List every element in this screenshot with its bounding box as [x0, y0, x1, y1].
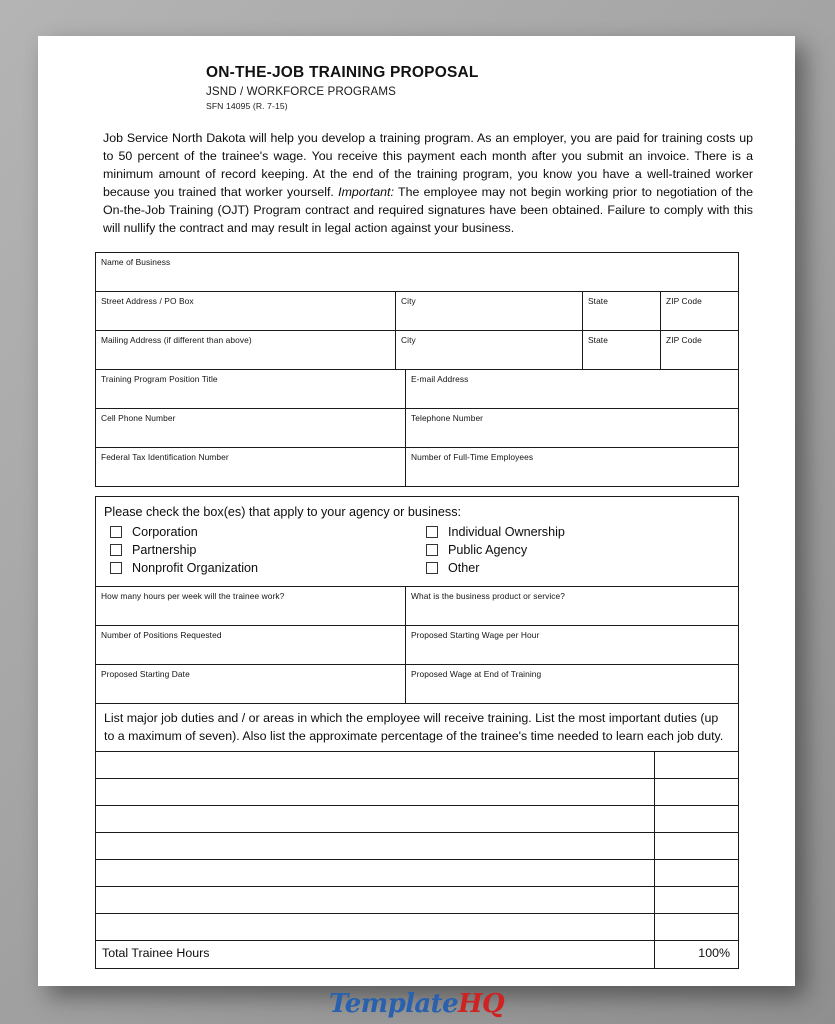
field-telephone[interactable]: Telephone Number [411, 413, 484, 424]
total-label: Total Trainee Hours [96, 941, 655, 968]
checkbox-icon[interactable] [110, 526, 122, 538]
table-row [96, 587, 738, 626]
field-mailing-zip[interactable]: ZIP Code [666, 335, 702, 346]
duty-input[interactable] [96, 806, 655, 832]
document-page [38, 36, 795, 1019]
intro-text-part1: Job Service North Dakota will help you develop a training program. As an employer, you are paid for training costs up to 50 percent of the trainee's wage. You receive this payment each month after you submit an invoice. There is a minimum amount of record keeping. At the end of the training program, you know you have a well-trained worker because you trained that worker yourself. [103, 131, 753, 200]
logo-brand-secondary: HQ [458, 988, 505, 1019]
field-mailing-state[interactable]: State [583, 331, 661, 369]
field-mailing-address[interactable]: Mailing Address (if different than above) [96, 331, 396, 369]
job-duties-table [95, 752, 739, 969]
intro-text-part2: The employee may not begin working prior to negotiation of the On-the-Job Training (OJT) Program contract and required signatures have been obtained. Failure to comply with this will nullify the contract and may result in legal action against your business. [103, 185, 753, 236]
job-duties-rows [96, 752, 738, 941]
checkbox-label: Corporation [132, 525, 198, 540]
field-fulltime-employees[interactable]: Number of Full-Time Employees [411, 452, 534, 463]
checkbox-public-agency[interactable] [426, 543, 732, 557]
duty-input[interactable] [96, 860, 655, 886]
field-street-address[interactable]: Street Address / PO Box [96, 292, 396, 330]
field-business-product[interactable]: What is the business product or service? [411, 591, 566, 602]
field-ending-wage[interactable]: Proposed Wage at End of Training [411, 669, 542, 680]
intro-paragraph [103, 130, 753, 238]
checkbox-partnership[interactable] [110, 543, 418, 557]
checkbox-label: Partnership [132, 543, 197, 558]
document-header [38, 36, 795, 111]
checkbox-icon[interactable] [110, 562, 122, 574]
checkbox-label: Other [448, 561, 480, 576]
table-row [96, 626, 738, 665]
table-row [96, 409, 738, 448]
table-row [96, 752, 738, 779]
table-row [96, 860, 738, 887]
field-positions-requested[interactable]: Number of Positions Requested [96, 626, 406, 664]
table-row [96, 331, 738, 370]
agency-type-right-column [418, 525, 732, 579]
agency-type-instruction: Please check the box(es) that apply to your agency or business: [104, 505, 462, 520]
checkbox-icon[interactable] [426, 562, 438, 574]
table-row [96, 253, 738, 292]
duty-percent-input[interactable] [655, 833, 738, 859]
field-starting-wage[interactable]: Proposed Starting Wage per Hour [411, 630, 540, 641]
field-starting-date[interactable]: Proposed Starting Date [96, 665, 406, 703]
field-email-address[interactable]: E-mail Address [411, 374, 469, 385]
duty-percent-input[interactable] [655, 860, 738, 886]
field-street-city[interactable]: City [396, 292, 583, 330]
field-street-state[interactable]: State [583, 292, 661, 330]
document-subtitle: JSND / WORKFORCE PROGRAMS [206, 85, 396, 99]
checkbox-label: Nonprofit Organization [132, 561, 259, 576]
form-number: SFN 14095 (R. 7-15) [206, 101, 288, 112]
page-title: ON-THE-JOB TRAINING PROPOSAL [206, 64, 479, 81]
table-row [96, 806, 738, 833]
duty-input[interactable] [96, 887, 655, 913]
agency-type-panel [96, 497, 738, 587]
table-row [96, 665, 738, 704]
agency-and-training-table [95, 496, 739, 752]
checkbox-icon[interactable] [426, 544, 438, 556]
logo-brand-primary: Template [328, 988, 459, 1019]
duty-input[interactable] [96, 779, 655, 805]
duty-input[interactable] [96, 833, 655, 859]
table-row [96, 914, 738, 941]
checkbox-corporation[interactable] [110, 525, 418, 539]
total-percent: 100% [698, 945, 730, 960]
duty-input[interactable] [96, 752, 655, 778]
checkbox-icon[interactable] [110, 544, 122, 556]
checkbox-individual-ownership[interactable] [426, 525, 732, 539]
agency-type-options [104, 525, 732, 579]
intro-emphasis: Important: [338, 185, 394, 200]
document-sheet [38, 36, 795, 1019]
field-hours-per-week[interactable]: How many hours per week will the trainee work? [96, 587, 406, 625]
business-info-table [95, 252, 739, 487]
field-federal-tax-id[interactable]: Federal Tax Identification Number [96, 448, 406, 486]
field-name-of-business[interactable]: Name of Business [101, 257, 171, 268]
checkbox-nonprofit-organization[interactable] [110, 561, 418, 575]
checkbox-label: Individual Ownership [448, 525, 565, 540]
checkbox-other[interactable] [426, 561, 732, 575]
duty-percent-input[interactable] [655, 887, 738, 913]
agency-type-left-column [104, 525, 418, 579]
templatehq-logo [328, 988, 505, 1019]
table-row [96, 779, 738, 806]
duty-percent-input[interactable] [655, 914, 738, 940]
watermark-logo [38, 988, 795, 1019]
duties-instruction: List major job duties and / or areas in which the employee will receive training. List the most important duties (up to a maximum of seven). Also list the approximate percentage of the trainee's time needed to learn each job duty. [96, 704, 738, 752]
table-row [96, 292, 738, 331]
checkbox-icon[interactable] [426, 526, 438, 538]
duty-percent-input[interactable] [655, 806, 738, 832]
table-row [96, 370, 738, 409]
duty-input[interactable] [96, 914, 655, 940]
field-mailing-city[interactable]: City [396, 331, 583, 369]
field-street-zip[interactable]: ZIP Code [666, 296, 702, 307]
duty-percent-input[interactable] [655, 779, 738, 805]
total-row [96, 941, 738, 969]
field-position-title[interactable]: Training Program Position Title [96, 370, 406, 408]
field-cell-phone[interactable]: Cell Phone Number [96, 409, 406, 447]
table-row [96, 887, 738, 914]
table-row [96, 833, 738, 860]
duty-percent-input[interactable] [655, 752, 738, 778]
checkbox-label: Public Agency [448, 543, 528, 558]
table-row [96, 448, 738, 487]
